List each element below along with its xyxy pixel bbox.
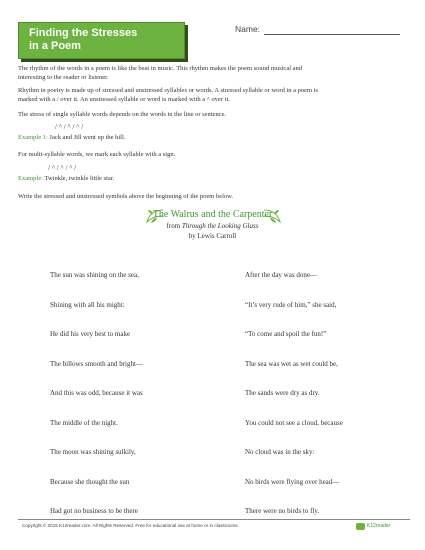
example2-stress-marks: / ^ / ^ / ^ / [48, 164, 77, 172]
poem-line: The sea was wet as wet could be, [245, 359, 338, 368]
example1-stress-marks: / ^ / ^ / ^ / [55, 123, 84, 131]
poem-line: Because she thought the sun [50, 477, 130, 486]
poem-line: There were no birds to fly. [245, 507, 320, 515]
footer-divider [18, 519, 410, 520]
poem-line: After the day was done— [245, 271, 317, 279]
poem-from-prefix: from [166, 222, 182, 230]
example-2 [18, 174, 410, 183]
intro-paragraph-4: For multi-syllable words, we mark each syllable with a sign. [18, 151, 176, 158]
worksheet-title [18, 22, 185, 59]
k12reader-logo-icon [356, 523, 365, 530]
name-field[interactable] [264, 34, 400, 35]
example2-label: Example: [18, 175, 43, 182]
poem-title: The Walrus and the Carpenter [152, 209, 273, 220]
poem-line: The moon was shining sulkily, [50, 448, 136, 456]
example1-label: Example 1: [18, 134, 48, 141]
instructions: Write the stressed and unstressed symbols above the beginning of the poem below. [18, 193, 234, 200]
poem-source [0, 222, 425, 230]
intro-p2-line2: marked with a / over it. An unstressed syllable or word is marked with a ^ over it. [18, 96, 230, 103]
title-line-2: in a Poem [29, 40, 81, 52]
example-1 [18, 133, 410, 142]
poem-line: The billows smooth and bright— [50, 359, 143, 368]
poem-line: The middle of the night. [50, 418, 118, 427]
example1-text: Jack and Jill went up the hill. [47, 134, 126, 141]
intro-p2-line1: Rhythm in poetry is made up of stressed and unstressed syllables or words. A stressed syllable or word in a poem is [18, 87, 319, 94]
poem-line: Shining with all his might: [50, 300, 125, 309]
intro-p1-line2: interesting to the reader or listener. [18, 74, 109, 81]
poem-line: “It’s very rude of him,” she said, [245, 300, 337, 309]
k12reader-logo[interactable] [356, 521, 410, 531]
poem-line: He did his very best to make [50, 330, 131, 338]
poem-line: The sands were dry as dry. [245, 389, 320, 397]
poem-line: And this was odd, because it was [50, 389, 143, 397]
poem-line: No birds were flying over head— [245, 477, 340, 486]
intro-paragraph-2 [18, 86, 410, 104]
poem-line: “To come and spoil the fun!” [245, 330, 327, 338]
copyright-notice: Copyright © 2015 K12reader.com. All Rights Reserved. Free for educational use at home or in classrooms. [22, 523, 239, 528]
example2-text: Twinkle, twinkle little star. [42, 175, 115, 182]
title-line-1: Finding the Stresses [29, 27, 138, 39]
poem-line: The sun was shining on the sea, [50, 271, 139, 279]
name-label: Name: [235, 24, 261, 34]
intro-paragraph-1 [18, 64, 410, 82]
intro-paragraph-3: The stress of single syllable words depends on the words in the line or sentence. [18, 111, 227, 118]
poem-line: Had got no business to be there [50, 507, 138, 515]
logo-text: K12reader [367, 523, 391, 529]
poem-source-title: Through the Looking Glass [181, 222, 259, 230]
poem-line: You could not see a cloud, because [245, 418, 343, 427]
poem-author: by Lewis Carroll [188, 232, 237, 240]
poem-line: No cloud was in the sky: [245, 448, 315, 456]
intro-p1-line1: The rhythm of the words in a poem is like the beat in music. This rhythm makes the poem sound musical and [18, 65, 303, 72]
